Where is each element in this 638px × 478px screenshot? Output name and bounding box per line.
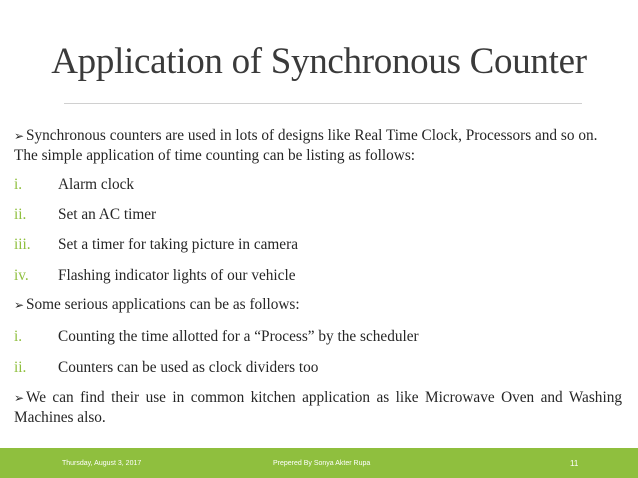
- page-number: 11: [570, 459, 579, 468]
- serious-paragraph: [14, 295, 622, 315]
- list-item-text: Set a timer for taking picture in camera: [58, 236, 298, 253]
- list-item-number: i.: [14, 328, 23, 345]
- slide-footer: [0, 448, 638, 478]
- list-item-number: ii.: [14, 359, 27, 376]
- serious-text: Some serious applications can be as follows:: [26, 296, 300, 313]
- list-item-text: Counters can be used as clock dividers too: [58, 359, 319, 376]
- closing-text: We can find their use in common kitchen application as like Microwave Oven and Washing Machines also.: [14, 389, 622, 426]
- list-item-number: i.: [14, 176, 23, 193]
- slide-title: Application of Synchronous Counter: [51, 41, 587, 82]
- list-item-number: ii.: [14, 206, 27, 223]
- list-item-number: iv.: [14, 267, 29, 284]
- footer-author: Prepered By Sonya Akter Rupa: [273, 460, 371, 467]
- footer-date: Thursday, August 3, 2017: [62, 460, 142, 467]
- arrow-bullet-icon: ➢: [14, 298, 25, 312]
- arrow-bullet-icon: ➢: [14, 129, 25, 143]
- list-item-number: iii.: [14, 236, 31, 253]
- intro-paragraph: [14, 126, 622, 165]
- intro-text: Synchronous counters are used in lots of designs like Real Time Clock, Processors and so on. The simple application of time counting can be listing as follows:: [14, 127, 598, 164]
- arrow-bullet-icon: ➢: [14, 391, 25, 405]
- list-item-text: Counting the time allotted for a “Process” by the scheduler: [58, 328, 419, 345]
- list-item-text: Set an AC timer: [58, 206, 157, 223]
- list-item-text: Flashing indicator lights of our vehicle: [58, 267, 296, 284]
- closing-paragraph: [14, 388, 622, 427]
- list-item-text: Alarm clock: [58, 176, 135, 193]
